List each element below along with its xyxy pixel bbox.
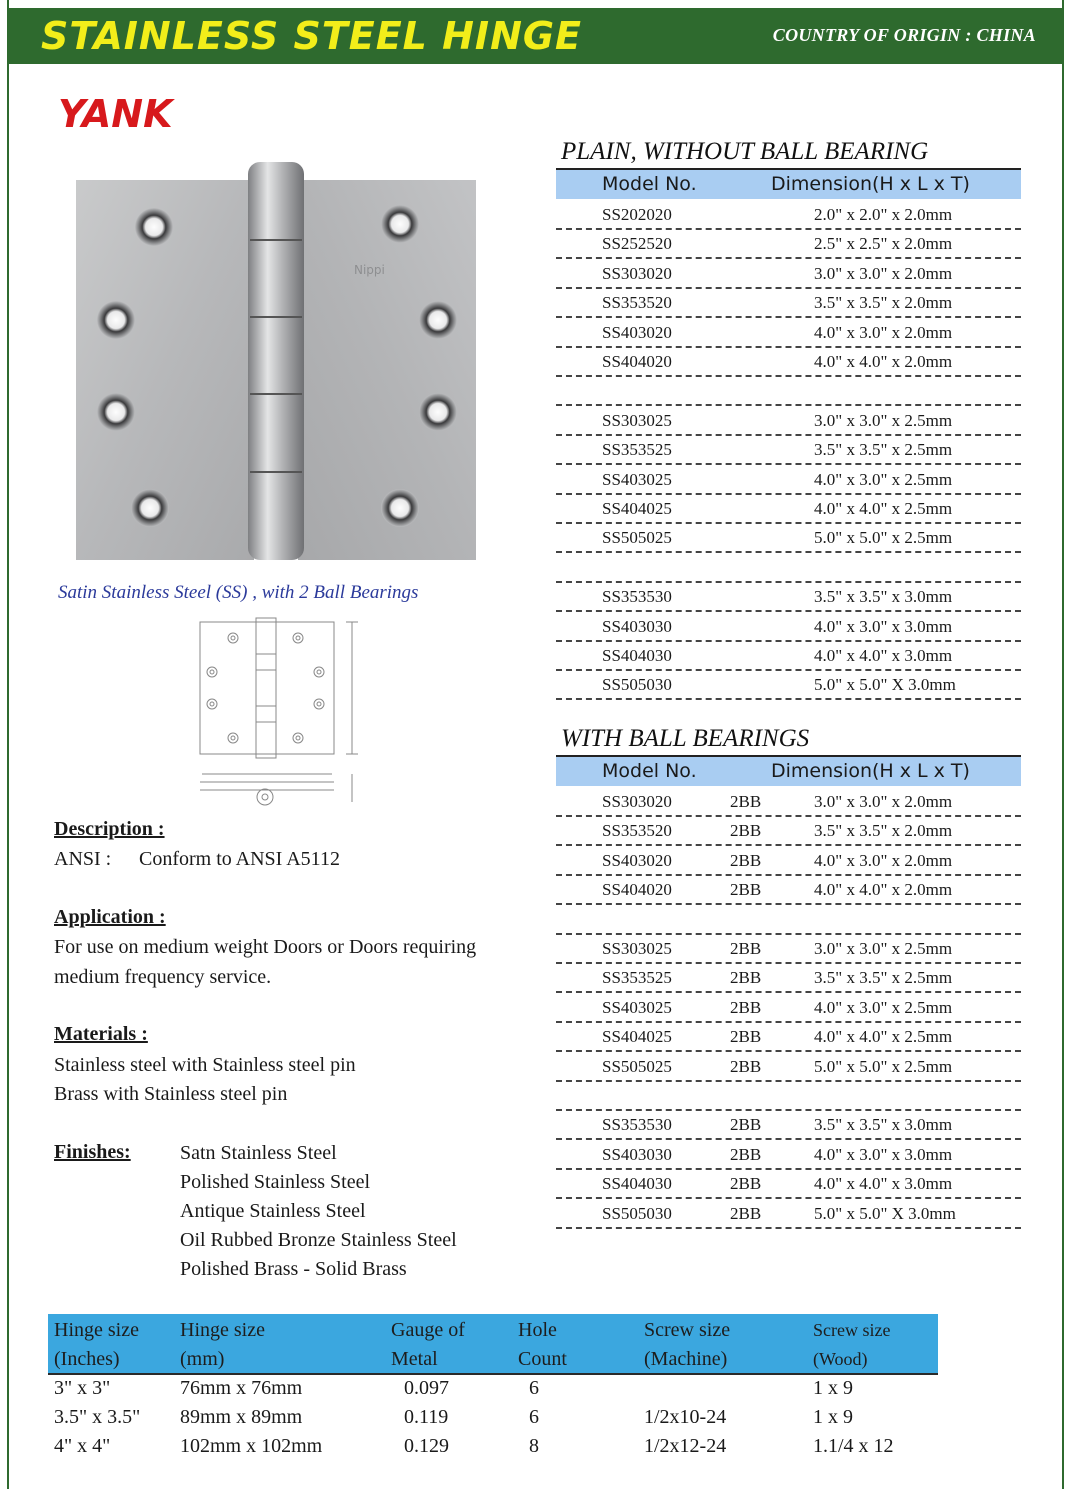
model-number: SS252520 xyxy=(602,234,672,254)
model-header: Model No. xyxy=(602,173,697,195)
dimension: 4.0" x 4.0" x 2.0mm xyxy=(814,880,953,900)
plain-table-title: PLAIN, WITHOUT BALL BEARING xyxy=(561,138,929,165)
table-row xyxy=(556,230,1021,259)
table-row xyxy=(556,495,1021,524)
table-row xyxy=(556,1053,1021,1082)
description-label: Description : xyxy=(54,818,165,840)
spec-cell: 1 x 9 xyxy=(813,1377,853,1399)
table-row xyxy=(556,788,1021,817)
dimension-header: Dimension(H x L x T) xyxy=(771,173,970,195)
model-number: SS303020 xyxy=(602,792,672,811)
dimension: 4.0" x 4.0" x 3.0mm xyxy=(814,646,953,665)
header-bar xyxy=(7,8,1064,64)
table-row xyxy=(556,964,1021,993)
spec-header-cell: Hinge size (mm) xyxy=(180,1319,265,1370)
table-row xyxy=(556,554,1021,583)
dimension: 4.0" x 3.0" x 2.5mm xyxy=(814,469,953,489)
spec-row xyxy=(48,1404,938,1433)
table-row xyxy=(556,524,1021,553)
spec-cell: 1 x 9 xyxy=(813,1406,853,1428)
dimension: 5.0" x 5.0" X 3.0mm xyxy=(814,1203,956,1223)
ball-bearing-count: 2BB xyxy=(730,821,762,841)
model-number: SS353520 xyxy=(602,293,672,313)
table-row xyxy=(556,583,1021,612)
model-number: SS353520 xyxy=(602,821,672,841)
table-row xyxy=(556,876,1021,905)
ball-bearing-count: 2BB xyxy=(730,1203,762,1223)
ball-bearing-count: 2BB xyxy=(730,1056,762,1076)
spec-cell: 3.5" x 3.5" xyxy=(54,1406,141,1428)
ball-bearing-count: 2BB xyxy=(730,1144,762,1164)
model-number: SS353525 xyxy=(602,440,672,460)
dimension: 3.5" x 3.5" x 3.0mm xyxy=(814,587,953,607)
spec-cell: 4" x 4" xyxy=(54,1435,111,1457)
model-number: SS303025 xyxy=(602,939,672,958)
table-row xyxy=(556,1023,1021,1052)
table-row xyxy=(556,407,1021,436)
dimension: 3.5" x 3.5" x 2.0mm xyxy=(814,821,953,841)
dimension: 3.0" x 3.0" x 2.0mm xyxy=(814,263,953,283)
table-row xyxy=(556,289,1021,318)
model-number: SS403025 xyxy=(602,469,672,489)
dimension: 5.0" x 5.0" x 2.5mm xyxy=(814,528,953,548)
table-row xyxy=(556,1170,1021,1199)
model-number: SS403030 xyxy=(602,1144,672,1164)
table-row xyxy=(556,319,1021,348)
application-line-1: For use on medium weight Doors or Doors requiring xyxy=(54,936,477,958)
finish-item: Polished Brass - Solid Brass xyxy=(180,1258,407,1280)
model-number: SS353525 xyxy=(602,968,672,988)
model-header: Model No. xyxy=(602,760,697,782)
spec-row xyxy=(48,1375,938,1404)
table-row xyxy=(556,436,1021,465)
table-row xyxy=(556,613,1021,642)
spec-table-body xyxy=(48,1375,938,1462)
dimension: 3.5" x 3.5" x 2.5mm xyxy=(814,968,953,988)
dimension: 4.0" x 4.0" x 2.5mm xyxy=(814,1027,953,1047)
materials-label: Materials : xyxy=(54,1023,148,1045)
country-of-origin: COUNTRY OF ORIGIN : CHINA xyxy=(772,25,1036,45)
model-number: SS303020 xyxy=(602,263,672,283)
ball-bearing-count: 2BB xyxy=(730,880,762,900)
dimension: 4.0" x 3.0" x 3.0mm xyxy=(814,1144,953,1164)
page-title: STAINLESS STEEL HINGE xyxy=(41,14,583,58)
dimension: 4.0" x 4.0" x 2.0mm xyxy=(814,352,953,371)
table-row xyxy=(556,1200,1021,1229)
ball-bearing-count: 2BB xyxy=(730,792,762,811)
table-row xyxy=(556,906,1021,935)
table-row xyxy=(556,935,1021,964)
brand-name: YANK xyxy=(58,92,173,136)
table-row xyxy=(556,260,1021,289)
spec-table xyxy=(48,1314,938,1462)
finish-item: Polished Stainless Steel xyxy=(180,1171,370,1193)
dimension-header: Dimension(H x L x T) xyxy=(771,760,970,782)
ball-bearing-count: 2BB xyxy=(730,968,762,988)
model-number: SS505030 xyxy=(602,675,672,695)
dimension: 5.0" x 5.0" X 3.0mm xyxy=(814,675,956,695)
finishes-label: Finishes: xyxy=(54,1141,131,1163)
model-number: SS202020 xyxy=(602,205,672,224)
finish-item: Antique Stainless Steel xyxy=(180,1200,366,1222)
spec-header-cell: Screw size (Machine) xyxy=(644,1319,731,1370)
model-number: SS404025 xyxy=(602,1027,672,1047)
finishes-list xyxy=(180,1139,457,1284)
model-number: SS404020 xyxy=(602,880,672,900)
ball-bearing-count: 2BB xyxy=(730,997,762,1017)
table-row xyxy=(556,1082,1021,1111)
model-number: SS404030 xyxy=(602,646,672,665)
model-number: SS404025 xyxy=(602,499,672,518)
spec-cell: 0.119 xyxy=(404,1406,449,1428)
ball-bearing-count: 2BB xyxy=(730,850,762,870)
spec-header-cell: Screw size (Wood) xyxy=(813,1320,891,1369)
table-row xyxy=(556,348,1021,377)
dimension: 3.5" x 3.5" x 2.5mm xyxy=(814,440,953,460)
dimension: 3.0" x 3.0" x 2.5mm xyxy=(814,939,953,958)
dimension: 4.0" x 3.0" x 2.5mm xyxy=(814,997,953,1017)
spec-cell: 6 xyxy=(529,1377,539,1399)
table-row xyxy=(556,642,1021,671)
ball-table-header xyxy=(556,757,1021,786)
spec-cell: 8 xyxy=(529,1435,539,1457)
finish-item: Satn Stainless Steel xyxy=(180,1142,337,1164)
spec-header-cell: Gauge of Metal xyxy=(391,1319,465,1370)
dimension: 4.0" x 3.0" x 2.0mm xyxy=(814,322,953,342)
photo-caption: Satin Stainless Steel (SS) , with 2 Ball Bearings xyxy=(58,582,419,603)
model-number: SS505030 xyxy=(602,1203,672,1223)
model-number: SS303025 xyxy=(602,410,672,430)
spec-cell: 102mm x 102mm xyxy=(180,1435,323,1457)
dimension: 3.0" x 3.0" x 2.0mm xyxy=(814,792,953,811)
ansi-key: ANSI : xyxy=(54,848,112,870)
dimension: 4.0" x 4.0" x 2.5mm xyxy=(814,499,953,518)
spec-header-cell: Hinge size (Inches) xyxy=(54,1319,139,1370)
dimension: 4.0" x 3.0" x 3.0mm xyxy=(814,616,953,636)
table-row xyxy=(556,1111,1021,1140)
model-number: SS403020 xyxy=(602,322,672,342)
engraving: Nippi xyxy=(354,263,385,277)
table-row xyxy=(556,671,1021,700)
model-number: SS403030 xyxy=(602,616,672,636)
spec-cell: 89mm x 89mm xyxy=(180,1406,303,1428)
table-row xyxy=(556,377,1021,406)
application-line-2: medium frequency service. xyxy=(54,966,272,988)
table-row xyxy=(556,994,1021,1023)
model-number: SS353530 xyxy=(602,587,672,607)
hinge-photo xyxy=(76,162,476,560)
model-number: SS404030 xyxy=(602,1174,672,1194)
model-number: SS404020 xyxy=(602,352,672,371)
spec-cell: 1/2x12-24 xyxy=(644,1435,727,1457)
spec-row xyxy=(48,1433,938,1462)
finish-item: Oil Rubbed Bronze Stainless Steel xyxy=(180,1229,457,1251)
spec-cell: 0.097 xyxy=(404,1377,449,1399)
dimension: 3.5" x 3.5" x 3.0mm xyxy=(814,1115,953,1135)
table-row xyxy=(556,847,1021,876)
materials-line-1: Stainless steel with Stainless steel pin xyxy=(54,1054,356,1076)
application-label: Application : xyxy=(54,906,166,928)
table-row xyxy=(556,817,1021,846)
ball-bearing-count: 2BB xyxy=(730,1115,762,1135)
dimension: 4.0" x 4.0" x 3.0mm xyxy=(814,1174,953,1194)
dimension: 3.0" x 3.0" x 2.5mm xyxy=(814,410,953,430)
spec-header-cell: Hole Count xyxy=(518,1319,567,1370)
table-row xyxy=(556,1141,1021,1170)
model-number: SS403025 xyxy=(602,997,672,1017)
spec-cell: 76mm x 76mm xyxy=(180,1377,303,1399)
ball-bearing-count: 2BB xyxy=(730,1027,762,1047)
ball-table-title: WITH BALL BEARINGS xyxy=(561,725,810,752)
plain-table-header xyxy=(556,170,1021,199)
ball-bearing-count: 2BB xyxy=(730,939,762,958)
hinge-technical-drawing xyxy=(196,614,362,810)
spec-cell: 1/2x10-24 xyxy=(644,1406,727,1428)
dimension: 4.0" x 3.0" x 2.0mm xyxy=(814,850,953,870)
ansi-value: Conform to ANSI A5112 xyxy=(139,848,340,870)
dimension: 3.5" x 3.5" x 2.0mm xyxy=(814,293,953,313)
dimension: 2.5" x 2.5" x 2.0mm xyxy=(814,234,953,254)
spec-cell: 0.129 xyxy=(404,1435,449,1457)
spec-cell: 6 xyxy=(529,1406,539,1428)
model-number: SS353530 xyxy=(602,1115,672,1135)
spec-cell: 1.1/4 x 12 xyxy=(813,1435,894,1457)
model-number: SS403020 xyxy=(602,850,672,870)
spec-cell: 3" x 3" xyxy=(54,1377,111,1399)
model-number: SS505025 xyxy=(602,1056,672,1076)
model-number: SS505025 xyxy=(602,528,672,548)
ball-bearing-count: 2BB xyxy=(730,1174,762,1194)
dimension: 5.0" x 5.0" x 2.5mm xyxy=(814,1056,953,1076)
table-row xyxy=(556,201,1021,230)
materials-line-2: Brass with Stainless steel pin xyxy=(54,1083,288,1105)
table-row xyxy=(556,466,1021,495)
dimension: 2.0" x 2.0" x 2.0mm xyxy=(814,205,953,224)
spec-table-header xyxy=(48,1314,938,1375)
